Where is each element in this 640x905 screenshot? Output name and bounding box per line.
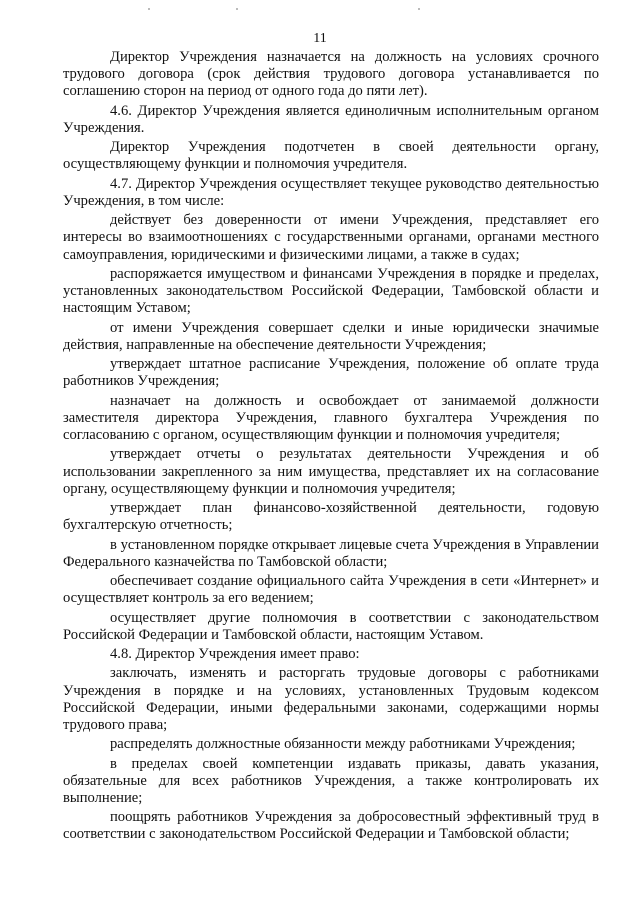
list-item: поощрять работников Учреждения за добросовестный эффективный труд в соответствии с законодательством Российской Федерации и Тамбовской области;	[63, 809, 599, 843]
paragraph-accountability: Директор Учреждения подотчетен в своей деятельности органу, осуществляющему функции и полномочия учредителя.	[63, 139, 599, 173]
list-item: действует без доверенности от имени Учреждения, представляет его интересы во взаимоотношениях с государственными органами, органами местного самоуправления, юридическими и физическими лицами, а также в судах;	[63, 212, 599, 263]
page-number: 11	[313, 31, 327, 46]
scan-artifact	[236, 8, 238, 10]
list-item: в пределах своей компетенции издавать приказы, давать указания, обязательные для всех работников Учреждения, а также контролировать их выполнение;	[63, 755, 599, 806]
list-item: заключать, изменять и расторгать трудовые договоры с работниками Учреждения в порядке и на условиях, установленных Трудовым кодексом Российской Федерации, иными федеральными законами, содержащими нормы трудового права;	[63, 665, 599, 733]
paragraph-4-6: 4.6. Директор Учреждения является единоличным исполнительным органом Учреждения.	[63, 102, 599, 136]
list-item: назначает на должность и освобождает от занимаемой должности заместителя директора Учреждения, главного бухгалтера Учреждения по согласованию с органом, осуществляющим функции и полномочия учредителя;	[63, 392, 599, 444]
paragraph-4-7: 4.7. Директор Учреждения осуществляет текущее руководство деятельностью Учреждения, в том числе:	[63, 175, 599, 209]
document-body	[63, 49, 599, 846]
list-item: утверждает штатное расписание Учреждения, положение об оплате труда работников Учреждения;	[63, 356, 599, 390]
scan-artifact	[148, 8, 150, 10]
list-item: распределять должностные обязанности между работниками Учреждения;	[110, 736, 576, 753]
list-item: обеспечивает создание официального сайта Учреждения в сети «Интернет» и осуществляет контроль за его ведением;	[63, 573, 599, 607]
list-item: от имени Учреждения совершает сделки и иные юридически значимые действия, направленные на обеспечение деятельности Учреждения;	[63, 319, 599, 353]
paragraph-4-8: 4.8. Директор Учреждения имеет право:	[110, 646, 360, 663]
scan-artifact	[418, 8, 420, 10]
list-item: утверждает план финансово-хозяйственной деятельности, годовую бухгалтерскую отчетность;	[63, 500, 599, 534]
paragraph-director-appointment: Директор Учреждения назначается на должность на условиях срочного трудового договора (срок действия трудового договора устанавливается по соглашению сторон на период от одного года до пяти лет).	[63, 49, 599, 100]
list-item: осуществляет другие полномочия в соответствии с законодательством Российской Федерации и Тамбовской области, настоящим Уставом.	[63, 609, 599, 643]
list-item: в установленном порядке открывает лицевые счета Учреждения в Управлении Федерального казначейства по Тамбовской области;	[63, 536, 599, 570]
list-item: утверждает отчеты о результатах деятельности Учреждения и об использовании закрепленного за ним имущества, представляет их на согласование органу, осуществляющему функции и полномочия учредителя;	[63, 446, 599, 497]
list-item: распоряжается имуществом и финансами Учреждения в порядке и пределах, установленных законодательством Российской Федерации, Тамбовской области и настоящим Уставом;	[63, 265, 599, 317]
